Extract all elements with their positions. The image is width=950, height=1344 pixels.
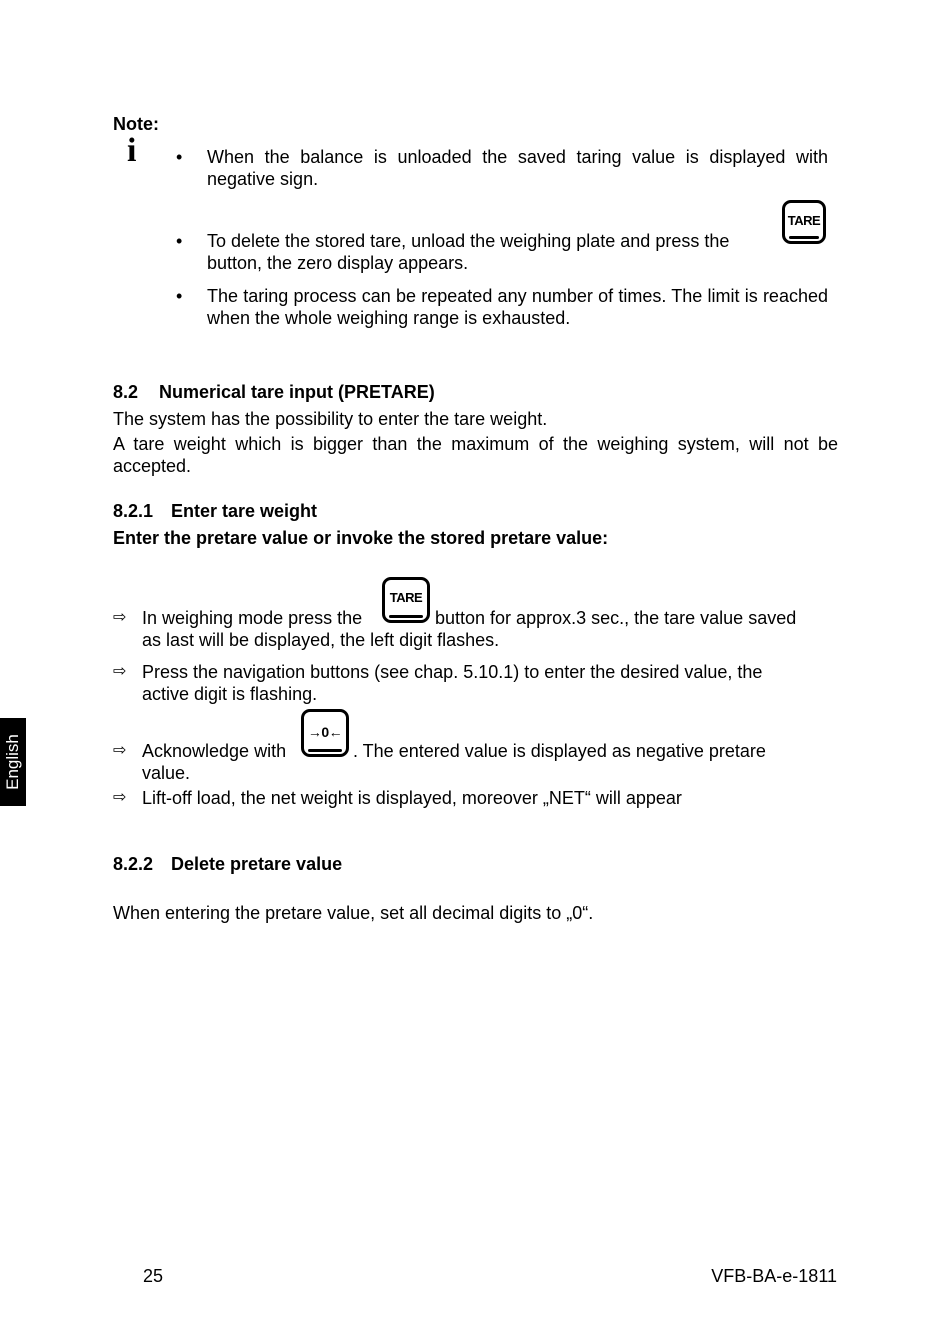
step-3-text-after-line1: . The entered value is displayed as negative pretare <box>353 741 766 761</box>
note-bullet-3: The taring process can be repeated any number of times. The limit is reached when the whole weighing range is exhausted. <box>207 286 828 328</box>
tare-key-icon <box>382 577 430 623</box>
section-number: 8.2 <box>113 382 139 402</box>
bullet-marker: • <box>176 231 183 251</box>
section-heading-8-2-2 <box>113 853 838 875</box>
step-1-text-after-line2: as last will be displayed, the left digit flashes. <box>142 630 500 650</box>
tare-key-icon <box>782 200 826 244</box>
paragraph: The system has the possibility to enter the tare weight. <box>113 409 548 429</box>
note-bullet-2-text-after: button, the zero display appears. <box>207 253 469 273</box>
page-number: 25 <box>143 1266 164 1286</box>
step-3-text-after-line2: value. <box>142 763 191 783</box>
step-2-text: Press the navigation buttons (see chap. 5.10.1) to enter the desired value, the active digit is flashing. <box>142 662 763 704</box>
arrow-icon: ⇨ <box>113 742 127 759</box>
zero-key-label: →0← <box>307 724 343 740</box>
bullet-marker: • <box>176 286 183 306</box>
section-number: 8.2.1 <box>113 501 154 521</box>
note-bullet-2-text-before: To delete the stored tare, unload the weighing plate and press the <box>207 231 730 251</box>
language-label: English <box>3 734 22 790</box>
arrow-icon: ⇨ <box>113 609 127 626</box>
section-subtitle: Enter the pretare value or invoke the stored pretare value: <box>113 528 609 548</box>
info-icon: i <box>127 132 137 169</box>
section-title: Enter tare weight <box>171 501 318 521</box>
language-side-tab <box>0 718 26 806</box>
arrow-icon: ⇨ <box>113 663 127 680</box>
note-bullet-1: When the balance is unloaded the saved taring value is displayed with negative sign. <box>207 147 828 189</box>
tare-key-label: TARE <box>389 590 423 605</box>
paragraph: When entering the pretare value, set all decimal digits to „0“. <box>113 903 594 923</box>
bullet-marker: • <box>176 147 183 167</box>
zero-key-icon <box>301 709 349 757</box>
document-code: VFB-BA-e-1811 <box>711 1266 837 1286</box>
tare-key-label: TARE <box>787 213 821 228</box>
note-title: Note: <box>113 114 159 134</box>
step-4-text: Lift-off load, the net weight is displayed, moreover „NET“ will appear <box>142 788 682 808</box>
step-3-text-before: Acknowledge with <box>142 741 287 761</box>
section-heading-8-2-1 <box>113 500 838 522</box>
section-title: Numerical tare input (PRETARE) <box>159 382 435 402</box>
section-number: 8.2.2 <box>113 854 154 874</box>
section-title: Delete pretare value <box>171 854 343 874</box>
section-heading-8-2 <box>113 381 435 403</box>
step-1-text-after-line1: button for approx.3 sec., the tare value saved <box>435 608 797 628</box>
paragraph: A tare weight which is bigger than the maximum of the weighing system, will not be accepted. <box>113 434 838 476</box>
step-1-text-before: In weighing mode press the <box>142 608 363 628</box>
arrow-icon: ⇨ <box>113 789 127 806</box>
